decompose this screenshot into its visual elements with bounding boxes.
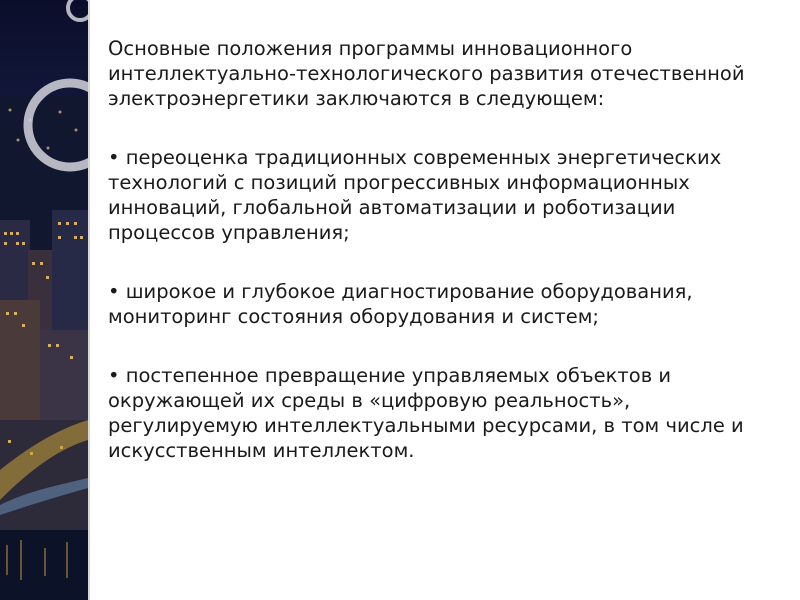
city-night-photo xyxy=(0,0,88,600)
vertical-divider xyxy=(88,0,90,600)
bullet-item: • широкое и глубокое диагностирование оборудования, мониторинг состояния оборудования и систем; xyxy=(108,280,693,328)
bullet-item: • постепенное превращение управляемых объектов и окружающей их среды в «цифровую реальность», регулируемую интеллектуальными ресурсами, в том числе и искусственным интеллектом. xyxy=(108,364,744,462)
small-decorative-ring xyxy=(68,0,88,20)
bullet-item: • переоценка традиционных современных энергетических технологий с позиций прогрессивных информационных инноваций, глобальной автоматизации и роботизации процессов управления; xyxy=(108,146,722,244)
city-night-illustration xyxy=(0,0,88,600)
intro-paragraph: Основные положения программы инновационного интеллектуально-технологического развития отечественной электроэнергетики заключаются в следующем: xyxy=(108,37,745,110)
slide-body xyxy=(108,36,784,497)
